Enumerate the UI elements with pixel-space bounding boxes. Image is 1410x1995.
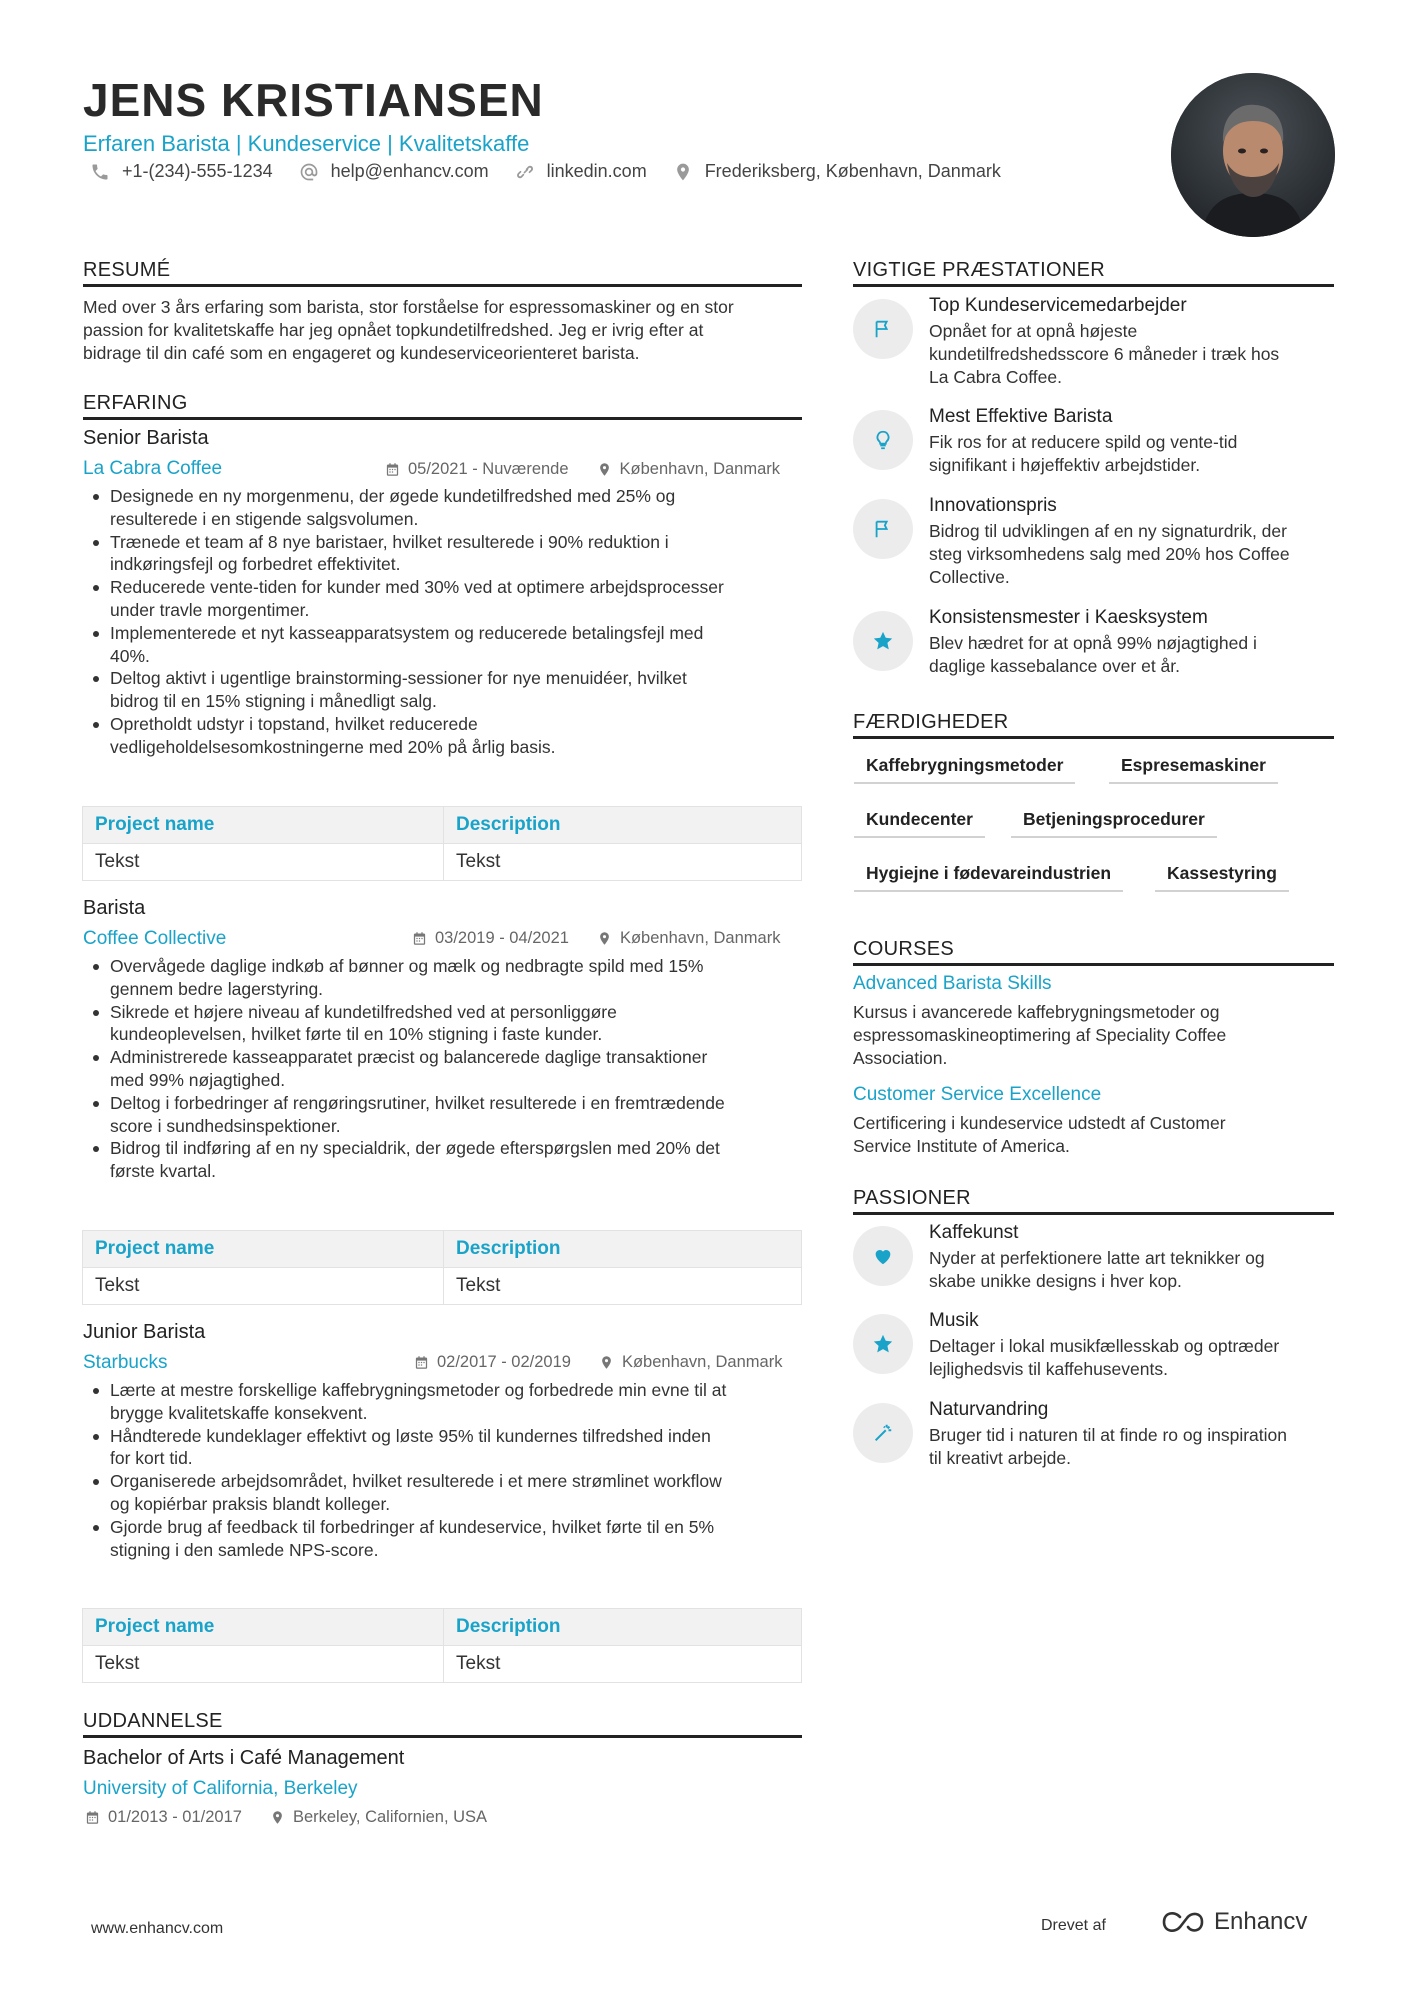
skill-tag: Kassestyring bbox=[1155, 863, 1289, 892]
flag-icon bbox=[872, 318, 894, 340]
job-bullet: Opretholdt udstyr i topstand, hvilket reducerede vedligeholdelsesomkostningerne med 20% på årlig basis. bbox=[83, 713, 813, 759]
project-description-cell: Tekst bbox=[444, 844, 802, 881]
job-bullet: Implementerede et nyt kasseapparatsystem og reducerede betalingsfejl med 40%. bbox=[83, 622, 813, 668]
achievement-title: Top Kundeservicemedarbejder bbox=[929, 295, 1187, 316]
calendar-icon bbox=[385, 462, 400, 477]
passion-title: Kaffekunst bbox=[929, 1222, 1019, 1243]
job-role: Junior Barista bbox=[83, 1321, 206, 1343]
project-name-cell: Tekst bbox=[83, 1646, 444, 1683]
project-description-cell: Tekst bbox=[444, 1268, 802, 1305]
passion-title: Naturvandring bbox=[929, 1399, 1049, 1420]
footer-brand bbox=[1160, 1908, 1307, 1936]
job-bullet: Håndterede kundeklager effektivt og løste 95% til kundernes tilfredshed inden for kort tid. bbox=[83, 1425, 813, 1471]
experience-title: ERFARING bbox=[83, 392, 802, 420]
job-bullets bbox=[83, 1379, 813, 1561]
project-table bbox=[82, 1608, 802, 1683]
link-icon bbox=[515, 162, 535, 182]
enhancv-logo-icon bbox=[1160, 1909, 1206, 1935]
education-location-text: Berkeley, Californien, USA bbox=[292, 1808, 488, 1826]
skill-tag: Espresemaskiner bbox=[1109, 755, 1278, 784]
job-location bbox=[597, 929, 781, 948]
job-bullet: Organiserede arbejdsområdet, hvilket resulterede i et mere strømlinet workflow og kopiérbar praksis blandt kolleger. bbox=[83, 1470, 813, 1516]
job-location-text: København, Danmark bbox=[619, 460, 781, 478]
passion-title: Musik bbox=[929, 1310, 979, 1331]
job-role: Senior Barista bbox=[83, 427, 209, 449]
achievement-title: Konsistensmester i Kaesksystem bbox=[929, 607, 1208, 628]
job-bullet: Gjorde brug af feedback til forbedringer af kundeservice, hvilket førte til en 5% stigning i den samlede NPS-score. bbox=[83, 1516, 813, 1562]
star-icon bbox=[872, 1333, 894, 1355]
job-meta bbox=[414, 1353, 782, 1372]
contact-linkedin[interactable] bbox=[515, 161, 647, 182]
location-text: Frederiksberg, København, Danmark bbox=[704, 161, 1001, 181]
summary-title: RESUMÉ bbox=[83, 259, 802, 287]
achievement-title: Innovationspris bbox=[929, 495, 1057, 516]
location-pin-icon bbox=[597, 931, 612, 946]
project-description-header: Description bbox=[444, 807, 802, 844]
location-pin-icon bbox=[599, 1355, 614, 1370]
linkedin-text: linkedin.com bbox=[546, 161, 647, 181]
job-meta bbox=[385, 460, 780, 479]
email-text: help@enhancv.com bbox=[330, 161, 489, 181]
project-table bbox=[82, 806, 802, 881]
footer-website[interactable]: www.enhancv.com bbox=[91, 1920, 224, 1937]
star-icon bbox=[872, 630, 894, 652]
location-pin-icon bbox=[597, 462, 612, 477]
summary-text bbox=[83, 296, 813, 365]
job-dates-text: 05/2021 - Nuværende bbox=[408, 460, 569, 478]
passion-icon-badge bbox=[853, 1226, 913, 1286]
achievement-description: Blev hædret for at opnå 99% nøjagtighed i daglige kassebalance over et år. bbox=[929, 633, 1257, 676]
at-icon bbox=[299, 162, 319, 182]
passion-item bbox=[853, 1399, 1335, 1479]
phone-icon bbox=[90, 162, 110, 182]
job-dates bbox=[412, 929, 569, 948]
achievement-item bbox=[853, 607, 1335, 687]
education-meta bbox=[85, 1808, 487, 1827]
summary-line: bidrage til din café som en engageret og kundeserviceorienteret barista. bbox=[83, 343, 640, 363]
project-name-header: Project name bbox=[83, 807, 444, 844]
calendar-icon bbox=[85, 1810, 100, 1825]
achievement-item bbox=[853, 406, 1335, 486]
job-location bbox=[599, 1353, 783, 1372]
job-bullet: Bidrog til indføring af en ny specialdrik, der øgede efterspørgslen med 20% det første kvartal. bbox=[83, 1137, 813, 1183]
job-bullet: Reducerede vente-tiden for kunder med 30% ved at optimere arbejdsprocesser under travle morgentimer. bbox=[83, 576, 813, 622]
job-dates bbox=[414, 1353, 571, 1372]
skill-tag: Betjeningsprocedurer bbox=[1011, 809, 1217, 838]
job-bullet: Overvågede daglige indkøb af bønner og mælk og nedbragte spild med 15% gennem bedre lagerstyring. bbox=[83, 955, 813, 1001]
job-dates bbox=[385, 460, 569, 479]
contact-phone[interactable] bbox=[90, 161, 273, 182]
passions-title: PASSIONER bbox=[853, 1187, 1334, 1215]
job-company: Coffee Collective bbox=[83, 928, 227, 949]
passion-description: Nyder at perfektionere latte art teknikker og skabe unikke designs i hver kop. bbox=[929, 1248, 1265, 1291]
candidate-name: JENS KRISTIANSEN bbox=[83, 74, 544, 126]
job-bullet: Lærte at mestre forskellige kaffebrygningsmetoder og forbedrede min evne til at brygge kvalitetskaffe konsekvent. bbox=[83, 1379, 813, 1425]
job-bullet: Administrerede kasseapparatet præcist og balancerede daglige transaktioner med 99% nøjagtighed. bbox=[83, 1046, 813, 1092]
job-bullet: Deltog i forbedringer af rengøringsrutiner, hvilket resulterede i en fremtrædende score i sundhedsinspektioner. bbox=[83, 1092, 813, 1138]
achievement-description: Bidrog til udviklingen af en ny signaturdrik, der steg virksomhedens salg med 20% hos Coffee Collective. bbox=[929, 521, 1290, 587]
achievement-description: Opnået for at opnå højeste kundetilfredshedsscore 6 måneder i træk hos La Cabra Coffee. bbox=[929, 321, 1280, 387]
phone-text: +1-(234)-555-1234 bbox=[122, 161, 273, 181]
job-bullet: Sikrede et højere niveau af kundetilfredshed ved at personliggøre kundeoplevelsen, hvilket førte til en 10% stigning i faste kunder. bbox=[83, 1001, 813, 1047]
calendar-icon bbox=[414, 1355, 429, 1370]
job-company: Starbucks bbox=[83, 1352, 168, 1373]
contact-location bbox=[673, 161, 1001, 182]
skill-tag: Hygiejne i fødevareindustrien bbox=[854, 863, 1123, 892]
job-bullets bbox=[83, 955, 813, 1183]
achievement-icon-badge bbox=[853, 499, 913, 559]
passion-description: Bruger tid i naturen til at finde ro og inspiration til kreativt arbejde. bbox=[929, 1425, 1287, 1468]
skill-tag: Kundecenter bbox=[854, 809, 985, 838]
job-dates-text: 03/2019 - 04/2021 bbox=[435, 929, 569, 947]
job-bullets bbox=[83, 485, 813, 759]
achievement-title: Mest Effektive Barista bbox=[929, 406, 1113, 427]
course-description: Certificering i kundeservice udstedt af Customer Service Institute of America. bbox=[853, 1113, 1226, 1156]
footer-powered-by: Drevet af bbox=[1041, 1917, 1106, 1934]
degree: Bachelor of Arts i Café Management bbox=[83, 1747, 405, 1769]
skill-tag: Kaffebrygningsmetoder bbox=[854, 755, 1075, 784]
project-name-header: Project name bbox=[83, 1231, 444, 1268]
project-name-header: Project name bbox=[83, 1609, 444, 1646]
summary-line: passion for kvalitetskaffe har jeg opnået topkundetilfredshed. Jeg er ivrig efter at bbox=[83, 320, 704, 340]
job-location-text: København, Danmark bbox=[619, 929, 781, 947]
job-location-text: København, Danmark bbox=[621, 1353, 783, 1371]
location-pin-icon bbox=[270, 1810, 285, 1825]
education-dates bbox=[85, 1808, 242, 1827]
job-location bbox=[597, 460, 781, 479]
skills-title: FÆRDIGHEDER bbox=[853, 711, 1334, 739]
education-dates-text: 01/2013 - 01/2017 bbox=[108, 1808, 242, 1826]
achievement-item bbox=[853, 495, 1335, 595]
achievement-icon-badge bbox=[853, 410, 913, 470]
project-description-header: Description bbox=[444, 1231, 802, 1268]
candidate-tagline: Erfaren Barista | Kundeservice | Kvalitetskaffe bbox=[83, 131, 530, 156]
achievement-item bbox=[853, 295, 1335, 395]
passion-item bbox=[853, 1222, 1335, 1302]
job-meta bbox=[412, 929, 780, 948]
course-description: Kursus i avancerede kaffebrygningsmetoder og espressomaskineoptimering af Speciality Coffee Association. bbox=[853, 1002, 1227, 1068]
contact-bar bbox=[90, 161, 1027, 182]
job-bullet: Trænede et team af 8 nye baristaer, hvilket resulterede i 90% reduktion i indkøringsfejl og forbedret effektivitet. bbox=[83, 531, 813, 577]
flag-icon bbox=[872, 518, 894, 540]
achievement-icon-badge bbox=[853, 299, 913, 359]
project-description-cell: Tekst bbox=[444, 1646, 802, 1683]
school: University of California, Berkeley bbox=[83, 1778, 358, 1799]
education-location bbox=[270, 1808, 487, 1827]
calendar-icon bbox=[412, 931, 427, 946]
project-name-cell: Tekst bbox=[83, 844, 444, 881]
courses-title: COURSES bbox=[853, 938, 1334, 966]
summary-line: Med over 3 års erfaring som barista, stor forståelse for espressomaskiner og en stor bbox=[83, 297, 734, 317]
lightbulb-icon bbox=[872, 429, 894, 451]
course-title: Advanced Barista Skills bbox=[853, 973, 1052, 994]
course-title: Customer Service Excellence bbox=[853, 1084, 1102, 1105]
project-description-header: Description bbox=[444, 1609, 802, 1646]
education-title: UDDANNELSE bbox=[83, 1710, 802, 1738]
job-dates-text: 02/2017 - 02/2019 bbox=[437, 1353, 571, 1371]
magic-wand-icon bbox=[872, 1422, 894, 1444]
achievements-title: VIGTIGE PRÆSTATIONER bbox=[853, 259, 1334, 287]
job-bullet: Designede en ny morgenmenu, der øgede kundetilfredshed med 25% og resulterede i en stigende salgsvolumen. bbox=[83, 485, 813, 531]
contact-email[interactable] bbox=[299, 161, 489, 182]
passion-description: Deltager i lokal musikfællesskab og optræder lejlighedsvis til kaffehusevents. bbox=[929, 1336, 1280, 1379]
achievement-icon-badge bbox=[853, 611, 913, 671]
achievement-description: Fik ros for at reducere spild og vente-tid signifikant i højeffektiv arbejdstider. bbox=[929, 432, 1238, 475]
passion-item bbox=[853, 1310, 1335, 1390]
passion-icon-badge bbox=[853, 1314, 913, 1374]
location-pin-icon bbox=[673, 162, 693, 182]
job-company: La Cabra Coffee bbox=[83, 458, 223, 479]
project-table bbox=[82, 1230, 802, 1305]
profile-photo bbox=[1171, 73, 1335, 237]
job-role: Barista bbox=[83, 897, 146, 919]
job-bullet: Deltog aktivt i ugentlige brainstorming-sessioner for nye menuidéer, hvilket bidrog til en 15% stigning i månedligt salg. bbox=[83, 667, 813, 713]
project-name-cell: Tekst bbox=[83, 1268, 444, 1305]
heart-icon bbox=[872, 1245, 894, 1267]
passion-icon-badge bbox=[853, 1403, 913, 1463]
footer-brand-name: Enhancv bbox=[1214, 1908, 1308, 1935]
